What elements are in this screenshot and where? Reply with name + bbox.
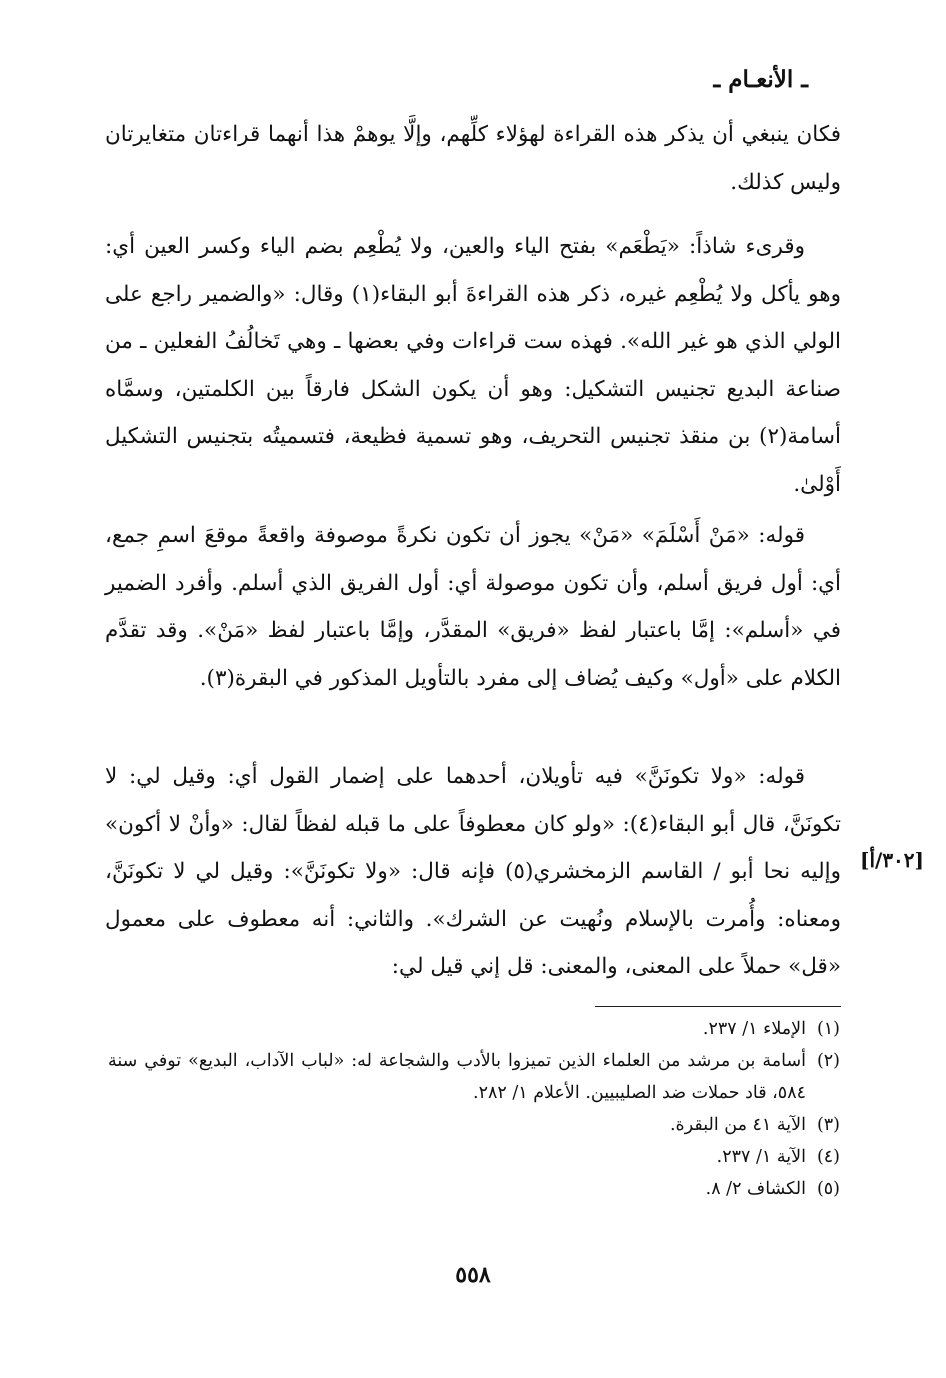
footnote-number: (٢) <box>816 1051 840 1071</box>
running-header: ـ الأنعـام ـ <box>713 66 808 93</box>
footnotes <box>108 1013 840 1205</box>
footnote-number: (١) <box>816 1019 840 1039</box>
footnote <box>108 1013 840 1045</box>
footnote-text: الآية ٤١ من البقرة. <box>669 1115 806 1135</box>
paragraph-text: قوله: «مَنْ أَسْلَمَ» «مَنْ» يجوز أن تكون نكرةً موصوفة واقعةً موقعَ اسمِ جمع، أي: أول فريق أسلم، وأن تكون موصولة أي: أول الفريق الذي أسلم. وأفرد الضمير في «أسلم»: إمَّا باعتبار لفظ «فريق» المقدَّر، وإمَّا باعتبار لفظ «مَنْ». وقد تقدَّم الكلام على «أول» وكيف يُضاف إلى مفرد بالتأويل المذكور في البقرة(٣). <box>105 523 841 691</box>
paragraph <box>105 223 841 508</box>
footnote-text: الإملاء ١/ ٢٣٧. <box>702 1019 806 1039</box>
paragraph <box>105 753 841 991</box>
footnote-text: الكشاف ٢/ ٨. <box>705 1179 806 1199</box>
footnote-text: الآية ١/ ٢٣٧. <box>716 1147 806 1167</box>
paragraph <box>105 512 841 702</box>
footnote-separator <box>595 1006 841 1007</box>
footnote <box>108 1045 840 1109</box>
footnote-number: (٣) <box>816 1115 840 1135</box>
manuscript-folio-reference: [٣٠٢/أ] <box>859 848 925 872</box>
paragraph-text: وقرىء شاذاً: «يَطْعَم» بفتح الياء والعين، ولا يُطْعِم بضم الياء وكسر العين أي: وهو يأكل ولا يُطْعِم غيره، ذكر هذه القراءةَ أبو البقاء(١) وقال: «والضمير راجع على الولي الذي هو غير الله». فهذه ست قراءات وفي بعضها ـ وهي تَخالُفُ الفعلين ـ من صناعة البديع تجنيس التشكيل: وهو أن يكون الشكل فارقاً بين الكلمتين، وسمَّاه أسامة(٢) بن منقذ تجنيس التحريف، وهو تسمية فظيعة، فتسميتُه بتجنيس التشكيل أَوْلىٰ. <box>105 234 841 497</box>
page-number: ٥٥٨ <box>455 1262 491 1288</box>
footnote-number: (٤) <box>816 1147 840 1167</box>
footnote <box>108 1109 840 1141</box>
footnote <box>108 1173 840 1205</box>
footnote-number: (٥) <box>816 1179 840 1199</box>
footnote-text: أسامة بن مرشد من العلماء الذين تميزوا بالأدب والشجاعة له: «لباب الآداب، البديع» توفي سنة ٥٨٤، قاد حملات ضد الصليبيين. الأعلام ١/ ٢٨٢. <box>108 1051 806 1103</box>
paragraph <box>105 111 841 206</box>
paragraph-text: قوله: «ولا تكونَنَّ» فيه تأويلان، أحدهما على إضمار القول أي: وقيل لي: لا تكونَنَّ، قال أبو البقاء(٤): «ولو كان معطوفاً على ما قبله لفظاً لقال: «وأنْ لا أكون» وإليه نحا أبو / القاسم الزمخشري(٥) فإنه قال: «ولا تكونَنَّ»: وقيل لي لا تكونَنَّ، ومعناه: وأُمرت بالإسلام ونُهيت عن الشرك». والثاني: أنه معطوف على معمول «قل» حملاً على المعنى، والمعنى: قل إني قيل لي: <box>105 764 841 979</box>
paragraph-text: فكان ينبغي أن يذكر هذه القراءة لهؤلاء كلِّهم، وإلَّا يوهمْ هذا أنهما قراءتان متغايرتان وليس كذلك. <box>105 122 841 195</box>
footnote <box>108 1141 840 1173</box>
